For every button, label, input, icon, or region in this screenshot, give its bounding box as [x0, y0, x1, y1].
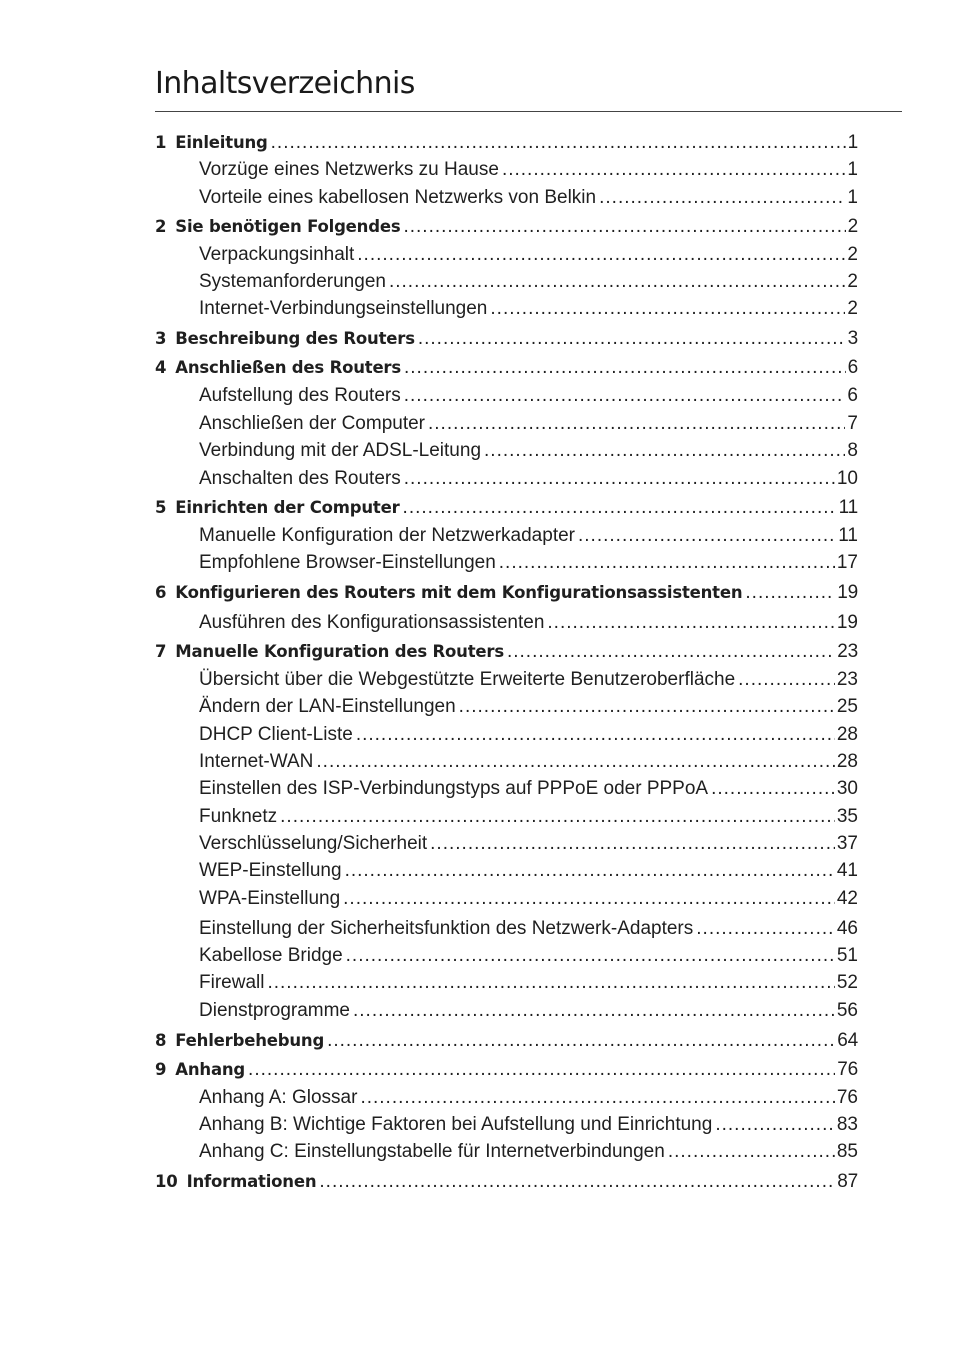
page-number: 1 — [847, 132, 858, 153]
page-number: 28 — [836, 724, 858, 745]
page-number: 8 — [847, 440, 858, 461]
toc-section-entry[interactable] — [199, 385, 858, 409]
page-number: 2 — [847, 216, 858, 237]
toc-section-entry[interactable] — [199, 751, 858, 775]
dot-leader — [738, 669, 835, 691]
entry-title: Empfohlene Browser-Einstellungen — [199, 552, 496, 573]
entry-title: Einleitung — [175, 133, 268, 152]
entry-title: Anhang — [175, 1060, 246, 1079]
dot-leader — [578, 525, 836, 547]
page-number: 42 — [836, 888, 858, 909]
entry-title: Informationen — [186, 1172, 317, 1191]
page-number: 2 — [847, 244, 858, 265]
page-number: 17 — [836, 552, 858, 573]
dot-leader — [389, 271, 845, 293]
entry-title: Einstellung der Sicherheitsfunktion des Netzwerk-Adapters — [199, 918, 694, 939]
toc-section-entry[interactable] — [199, 525, 858, 549]
entry-title: Firewall — [199, 972, 265, 993]
dot-leader — [404, 385, 846, 407]
toc-section-entry[interactable] — [199, 1114, 858, 1138]
toc-section-entry[interactable] — [199, 1141, 858, 1165]
page-number: 85 — [836, 1141, 858, 1162]
toc-section-entry[interactable] — [199, 945, 858, 969]
page-number: 11 — [838, 525, 858, 546]
page-number: 28 — [836, 751, 858, 772]
dot-leader — [404, 357, 846, 379]
toc-section-entry[interactable] — [199, 1087, 858, 1111]
toc-section-entry[interactable] — [199, 972, 858, 996]
page-number: 23 — [836, 669, 858, 690]
page-number: 23 — [837, 641, 858, 662]
toc-chapter-entry[interactable] — [155, 497, 858, 521]
page-number: 41 — [836, 860, 858, 881]
dot-leader — [668, 1141, 835, 1163]
entry-title: Konfigurieren des Routers mit dem Konfigurationsassistenten — [175, 583, 743, 602]
dot-leader — [745, 582, 835, 604]
page-number: 76 — [836, 1087, 858, 1108]
page-number: 1 — [847, 159, 858, 180]
toc-section-entry[interactable] — [199, 778, 858, 802]
page-number: 76 — [837, 1059, 858, 1080]
entry-title: Systemanforderungen — [199, 271, 386, 292]
entry-title: Beschreibung des Routers — [175, 329, 415, 348]
toc-chapter-entry[interactable] — [155, 357, 858, 381]
toc-section-entry[interactable] — [199, 888, 858, 912]
entry-title: Vorzüge eines Netzwerks zu Hause — [199, 159, 499, 180]
page-number: 7 — [847, 413, 858, 434]
entry-title: Manuelle Konfiguration der Netzwerkadapter — [199, 525, 575, 546]
page-number: 10 — [836, 468, 858, 489]
page-number: 6 — [847, 385, 858, 406]
toc-section-entry[interactable] — [199, 468, 858, 492]
dot-leader — [248, 1059, 835, 1081]
dot-leader — [327, 1030, 835, 1052]
dot-leader — [316, 751, 834, 773]
dot-leader — [599, 187, 845, 209]
entry-title: Verschlüsselung/Sicherheit — [199, 833, 428, 854]
entry-title: Ändern der LAN-Einstellungen — [199, 696, 456, 717]
entry-title: Verbindung mit der ADSL-Leitung — [199, 440, 482, 461]
dot-leader — [403, 216, 845, 238]
dot-leader — [715, 1114, 835, 1136]
entry-title: Vorteile eines kabellosen Netzwerks von Belkin — [199, 187, 597, 208]
entry-title: Übersicht über die Webgestützte Erweiterte Benutzeroberfläche — [199, 669, 736, 690]
page-title: Inhaltsverzeichnis — [155, 66, 415, 101]
entry-title: WPA-Einstellung — [199, 888, 341, 909]
entry-title: Anschließen des Routers — [175, 358, 401, 377]
page-number: 3 — [847, 328, 858, 349]
page-number: 19 — [837, 582, 858, 603]
entry-title: Sie benötigen Folgendes — [175, 217, 401, 236]
page-number: 11 — [838, 497, 858, 518]
entry-title: Verpackungsinhalt — [199, 244, 355, 265]
dot-leader — [428, 413, 845, 435]
toc-section-entry[interactable] — [199, 440, 858, 464]
page-number: 30 — [836, 778, 858, 799]
toc-section-entry[interactable] — [199, 918, 858, 942]
chapter-number: 2 — [155, 217, 167, 236]
toc-section-entry[interactable] — [199, 298, 858, 322]
entry-title: Internet-Verbindungseinstellungen — [199, 298, 488, 319]
toc-section-entry[interactable] — [199, 806, 858, 830]
dot-leader — [404, 468, 835, 490]
toc-chapter-entry[interactable] — [155, 1030, 858, 1054]
page-number: 2 — [847, 298, 858, 319]
page-number: 46 — [836, 918, 858, 939]
toc-section-entry[interactable] — [199, 187, 858, 211]
entry-title: Einstellen des ISP-Verbindungstyps auf PPPoE oder PPPoA — [199, 778, 709, 799]
toc-section-entry[interactable] — [199, 552, 858, 576]
dot-leader — [353, 1000, 835, 1022]
page-number: 35 — [836, 806, 858, 827]
dot-leader — [346, 945, 835, 967]
dot-leader — [490, 298, 845, 320]
page-number: 19 — [836, 612, 858, 633]
dot-leader — [403, 497, 837, 519]
chapter-number: 9 — [155, 1060, 167, 1079]
entry-title: Aufstellung des Routers — [199, 385, 401, 406]
toc-section-entry[interactable] — [199, 696, 858, 720]
entry-title: Einrichten der Computer — [175, 498, 400, 517]
page-number: 1 — [847, 187, 858, 208]
dot-leader — [356, 724, 835, 746]
dot-leader — [430, 833, 835, 855]
entry-title: Kabellose Bridge — [199, 945, 343, 966]
page-number: 25 — [836, 696, 858, 717]
dot-leader — [484, 440, 845, 462]
chapter-number: 5 — [155, 498, 167, 517]
dot-leader — [267, 972, 834, 994]
dot-leader — [345, 860, 835, 882]
dot-leader — [502, 159, 845, 181]
toc-section-entry[interactable] — [199, 159, 858, 183]
chapter-number: 1 — [155, 133, 167, 152]
page-number: 64 — [837, 1030, 858, 1051]
dot-leader — [459, 696, 835, 718]
entry-title: Funknetz — [199, 806, 278, 827]
entry-title: Manuelle Konfiguration des Routers — [175, 642, 504, 661]
toc-chapter-entry[interactable] — [155, 1171, 858, 1195]
page-number: 2 — [847, 271, 858, 292]
page-number: 56 — [836, 1000, 858, 1021]
page-number: 37 — [836, 833, 858, 854]
toc-chapter-entry[interactable] — [155, 132, 858, 156]
toc-section-entry[interactable] — [199, 1000, 858, 1024]
toc-chapter-entry[interactable] — [155, 1059, 858, 1083]
dot-leader — [547, 612, 834, 634]
entry-title: Anhang B: Wichtige Faktoren bei Aufstellung und Einrichtung — [199, 1114, 713, 1135]
toc-chapter-entry[interactable] — [155, 328, 858, 352]
chapter-number: 6 — [155, 583, 167, 602]
page-number: 51 — [836, 945, 858, 966]
entry-title: Ausführen des Konfigurationsassistenten — [199, 612, 545, 633]
toc-section-entry[interactable] — [199, 833, 858, 857]
entry-title: WEP-Einstellung — [199, 860, 342, 881]
entry-title: Dienstprogramme — [199, 1000, 350, 1021]
chapter-number: 8 — [155, 1031, 167, 1050]
title-divider — [155, 111, 902, 112]
dot-leader — [711, 778, 835, 800]
chapter-number: 4 — [155, 358, 167, 377]
chapter-number: 7 — [155, 642, 167, 661]
entry-title: Anhang A: Glossar — [199, 1087, 358, 1108]
toc-section-entry[interactable] — [199, 860, 858, 884]
toc-chapter-entry[interactable] — [155, 216, 858, 240]
dot-leader — [360, 1087, 834, 1109]
dot-leader — [357, 244, 845, 266]
dot-leader — [499, 552, 835, 574]
dot-leader — [319, 1171, 835, 1193]
dot-leader — [280, 806, 835, 828]
page-number: 83 — [836, 1114, 858, 1135]
entry-title: Anschalten des Routers — [199, 468, 401, 489]
toc-section-entry[interactable] — [199, 612, 858, 636]
page-number: 52 — [836, 972, 858, 993]
toc-section-entry[interactable] — [199, 271, 858, 295]
dot-leader — [507, 641, 835, 663]
toc-section-entry[interactable] — [199, 244, 858, 268]
entry-title: Anschließen der Computer — [199, 413, 425, 434]
dot-leader — [271, 132, 846, 154]
toc-section-entry[interactable] — [199, 413, 858, 437]
toc-chapter-entry[interactable] — [155, 641, 858, 665]
entry-title: Fehlerbehebung — [175, 1031, 325, 1050]
entry-title: Anhang C: Einstellungstabelle für Internetverbindungen — [199, 1141, 665, 1162]
toc-chapter-entry[interactable] — [155, 582, 858, 606]
chapter-number: 10 — [155, 1172, 178, 1191]
entry-title: Internet-WAN — [199, 751, 314, 772]
dot-leader — [418, 328, 846, 350]
page-number: 87 — [837, 1171, 858, 1192]
toc-section-entry[interactable] — [199, 724, 858, 748]
entry-title: DHCP Client-Liste — [199, 724, 353, 745]
chapter-number: 3 — [155, 329, 167, 348]
dot-leader — [343, 888, 835, 910]
dot-leader — [696, 918, 835, 940]
page-number: 6 — [847, 357, 858, 378]
toc-section-entry[interactable] — [199, 669, 858, 693]
